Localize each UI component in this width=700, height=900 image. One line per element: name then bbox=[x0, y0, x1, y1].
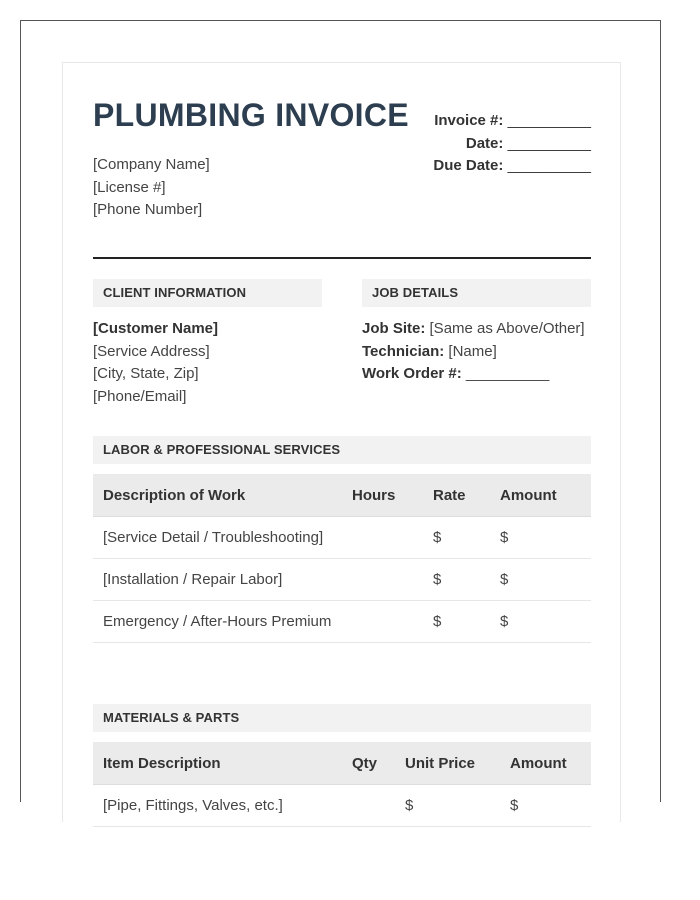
labor-rate: $ bbox=[423, 517, 490, 559]
col-hours: Hours bbox=[342, 474, 423, 517]
work-order-label: Work Order #: bbox=[362, 365, 462, 382]
company-name: [Company Name] bbox=[93, 156, 210, 173]
table-row bbox=[93, 601, 591, 643]
customer-name: [Customer Name] bbox=[93, 320, 219, 337]
labor-description: [Service Detail / Troubleshooting] bbox=[93, 517, 342, 559]
labor-heading: LABOR & PROFESSIONAL SERVICES bbox=[93, 436, 591, 464]
job-details-heading: JOB DETAILS bbox=[362, 279, 591, 307]
col-qty: Qty bbox=[342, 742, 395, 785]
client-info bbox=[93, 318, 218, 408]
invoice-date-label: Date: bbox=[465, 134, 504, 152]
invoice-title: PLUMBING INVOICE bbox=[93, 97, 409, 133]
table-row bbox=[93, 559, 591, 601]
invoice-date-row bbox=[433, 133, 591, 156]
labor-amount: $ bbox=[490, 559, 591, 601]
document-frame bbox=[20, 20, 661, 814]
city-state-zip: [City, State, Zip] bbox=[93, 365, 199, 382]
labor-table bbox=[93, 474, 591, 643]
technician-label: Technician: bbox=[362, 342, 445, 360]
invoice-number-value: __________ bbox=[507, 112, 591, 129]
job-site-label: Job Site: bbox=[362, 320, 426, 337]
labor-rate: $ bbox=[423, 601, 490, 643]
work-order bbox=[362, 363, 591, 386]
labor-description: [Installation / Repair Labor] bbox=[93, 559, 342, 601]
service-address: [Service Address] bbox=[93, 342, 210, 360]
due-date-value: __________ bbox=[507, 157, 591, 174]
invoice-meta bbox=[433, 110, 591, 178]
invoice-date-value: __________ bbox=[507, 134, 591, 152]
invoice-page bbox=[62, 62, 621, 822]
labor-hours bbox=[342, 517, 423, 559]
labor-amount: $ bbox=[490, 601, 591, 643]
client-info-heading: CLIENT INFORMATION bbox=[93, 279, 322, 307]
labor-description: Emergency / After-Hours Premium bbox=[93, 601, 342, 643]
material-qty bbox=[342, 785, 395, 827]
company-license: [License #] bbox=[93, 178, 166, 196]
technician-value: [Name] bbox=[448, 342, 497, 360]
invoice-number-label: Invoice #: bbox=[434, 112, 504, 129]
table-row bbox=[93, 517, 591, 559]
job-details bbox=[362, 318, 591, 386]
labor-hours bbox=[342, 559, 423, 601]
col-amount: Amount bbox=[500, 742, 591, 785]
material-unit-price: $ bbox=[395, 785, 500, 827]
due-date-label: Due Date: bbox=[433, 157, 504, 174]
header-divider bbox=[93, 257, 591, 259]
material-description: [Pipe, Fittings, Valves, etc.] bbox=[93, 785, 342, 827]
labor-hours bbox=[342, 601, 423, 643]
col-item-description: Item Description bbox=[93, 742, 342, 785]
job-site-value: [Same as Above/Other] bbox=[429, 320, 585, 337]
company-phone: [Phone Number] bbox=[93, 201, 203, 218]
job-site bbox=[362, 318, 591, 341]
materials-header-row bbox=[93, 742, 591, 785]
work-order-value: __________ bbox=[465, 365, 550, 382]
col-amount: Amount bbox=[490, 474, 591, 517]
company-info bbox=[93, 154, 210, 222]
labor-amount: $ bbox=[490, 517, 591, 559]
labor-header-row bbox=[93, 474, 591, 517]
phone-email: [Phone/Email] bbox=[93, 387, 187, 405]
col-unit-price: Unit Price bbox=[395, 742, 500, 785]
material-amount: $ bbox=[500, 785, 591, 827]
technician bbox=[362, 341, 591, 364]
materials-table bbox=[93, 742, 591, 827]
col-description: Description of Work bbox=[93, 474, 342, 517]
labor-rate: $ bbox=[423, 559, 490, 601]
table-row bbox=[93, 785, 591, 827]
materials-heading: MATERIALS & PARTS bbox=[93, 704, 591, 732]
due-date-row bbox=[433, 155, 591, 178]
invoice-number-row bbox=[433, 110, 591, 133]
col-rate: Rate bbox=[423, 474, 490, 517]
